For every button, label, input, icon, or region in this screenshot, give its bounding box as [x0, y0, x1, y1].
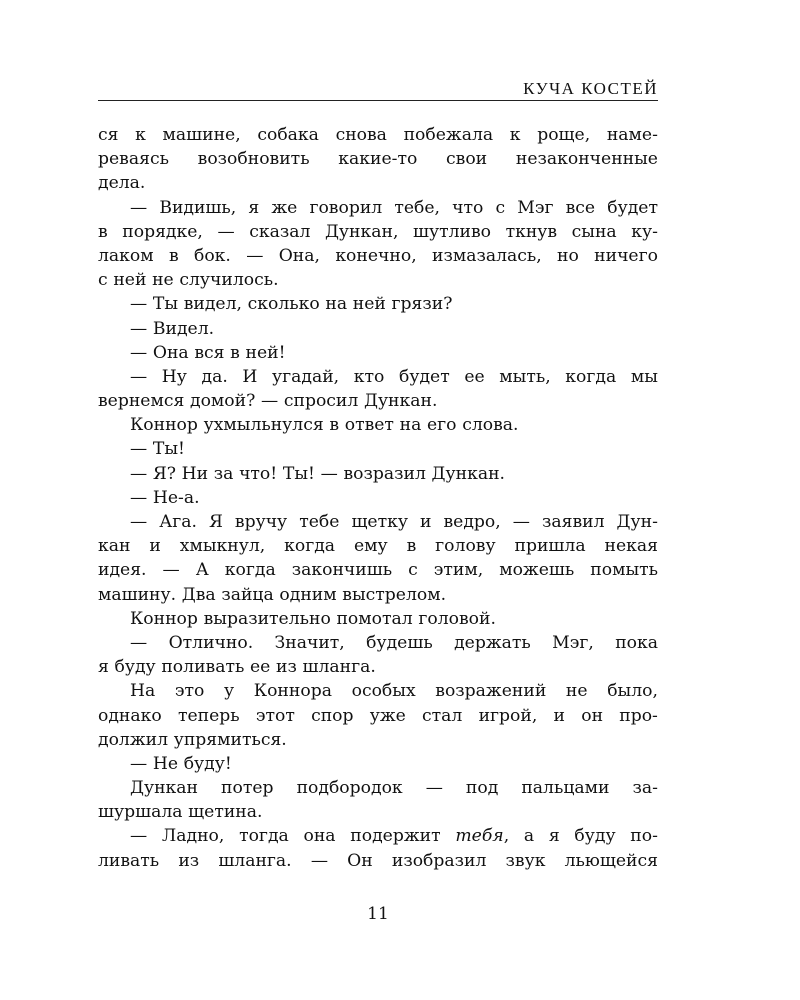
word: все [565, 197, 596, 218]
word: держать [454, 632, 531, 653]
word: в [329, 415, 340, 436]
word: пальцами [521, 778, 610, 799]
word: с [495, 197, 506, 218]
word: особых [351, 681, 416, 702]
word: измазалась, [432, 245, 542, 266]
word: он [581, 705, 604, 726]
word: хмыкнул, [179, 536, 266, 557]
word: однако [98, 705, 162, 726]
text-line [98, 534, 658, 558]
word: с [408, 560, 418, 581]
text-line [98, 292, 658, 316]
word: — [217, 221, 235, 242]
word: ткнув [505, 221, 558, 242]
word: Коннор [130, 608, 198, 629]
text-line [98, 824, 658, 848]
word: возобновить [197, 149, 310, 170]
text-line [98, 776, 658, 800]
word: потер [221, 778, 274, 799]
word: И [242, 366, 258, 387]
word: ведро, [443, 512, 501, 532]
text-line [98, 171, 658, 195]
word: Два [181, 584, 216, 605]
word: ее [249, 657, 271, 678]
word: щетина. [188, 802, 263, 823]
word: к [135, 125, 146, 145]
word: — [130, 366, 148, 387]
word: подержит [350, 826, 441, 847]
word: из [178, 850, 200, 871]
word: Ты! [152, 439, 185, 460]
word: его [426, 415, 457, 436]
text-line [98, 704, 658, 728]
word: А [195, 560, 209, 581]
word: буду [114, 657, 156, 678]
word: — [130, 439, 148, 460]
word: возразил [343, 463, 426, 484]
word: — [130, 342, 148, 363]
text-line [98, 147, 658, 171]
word: стал [422, 705, 463, 726]
word: я [248, 197, 260, 218]
word: незаконченные [515, 149, 658, 170]
text-line [98, 655, 658, 679]
word: — [425, 778, 443, 799]
word: а [523, 826, 535, 847]
word: шутливо [412, 221, 491, 242]
word: не [565, 681, 588, 702]
word: будет [607, 197, 658, 218]
word: Мэг, [552, 632, 594, 653]
word: про- [619, 705, 658, 726]
word: выразительно [203, 608, 331, 629]
word: — [130, 753, 148, 774]
text-line [98, 437, 658, 461]
word: этот [255, 705, 295, 726]
word: Он [347, 850, 373, 871]
word: идея. [98, 560, 147, 581]
word: когда [284, 536, 336, 557]
word: мыть, [499, 366, 551, 387]
word: буду [574, 826, 616, 847]
text-line [98, 268, 658, 292]
word: наме- [606, 125, 658, 145]
word: уже [369, 705, 406, 726]
text-line [98, 365, 658, 389]
word: Видишь, [159, 197, 237, 218]
word: — [130, 632, 148, 653]
text-line [98, 220, 658, 244]
word: сказал [249, 221, 311, 242]
text-line [98, 413, 658, 437]
word: ее [464, 366, 485, 387]
word: поливать [161, 657, 245, 678]
word: голову [435, 536, 496, 557]
word: спросил [283, 391, 359, 412]
text-line [98, 800, 658, 824]
word: Значит, [274, 632, 345, 653]
word: грязи? [391, 294, 453, 315]
text-line [98, 849, 658, 873]
text-line [98, 486, 658, 510]
text-line [98, 341, 658, 365]
word: Не [152, 753, 179, 774]
word: — [162, 560, 180, 581]
word: зайца [221, 584, 274, 605]
word: не [152, 270, 174, 291]
word: На [130, 681, 156, 702]
text-line [98, 244, 658, 268]
word: — [310, 850, 328, 871]
word: Я [208, 512, 223, 532]
word: тебе [299, 512, 340, 532]
word: Не-а. [152, 487, 200, 508]
text-line [98, 317, 658, 341]
word: у [224, 681, 235, 702]
word: — [130, 826, 148, 847]
word: под [465, 778, 499, 799]
word: ливать [98, 850, 160, 871]
text-line [98, 389, 658, 413]
word: Дункан [130, 778, 198, 799]
word: но [557, 245, 579, 266]
word: ничего [594, 245, 658, 266]
word: собака [257, 125, 319, 145]
word: ему [353, 536, 388, 557]
word: игрой, [478, 705, 538, 726]
word: ку- [631, 221, 658, 242]
word: домой? [190, 391, 256, 412]
word: сколько [247, 294, 320, 315]
word: тебе, [394, 197, 441, 218]
word: лаком [98, 245, 154, 266]
word: заявил [542, 512, 605, 532]
word: шланга. [218, 850, 292, 871]
word: Дункан, [324, 221, 399, 242]
word: по- [630, 826, 658, 847]
word: что! [239, 463, 278, 484]
word: буду! [183, 753, 232, 774]
word: — [130, 294, 148, 315]
word: говорил [309, 197, 383, 218]
page-body-text [98, 123, 658, 873]
word: из [276, 657, 297, 678]
text-line [98, 462, 658, 486]
word: она [303, 826, 336, 847]
word: Отлично. [168, 632, 254, 653]
word: ухмыльнулся [203, 415, 324, 436]
word: щетку [351, 512, 408, 532]
word: видел, [183, 294, 242, 315]
word: — [130, 512, 148, 532]
word: я [548, 826, 560, 847]
text-line [98, 679, 658, 703]
word: — [130, 487, 148, 508]
word: выстрелом. [342, 584, 447, 605]
text-line [98, 631, 658, 655]
word: случилось. [179, 270, 279, 291]
word: — [261, 391, 279, 412]
word: — [130, 318, 148, 339]
word: порядке, [122, 221, 203, 242]
word: — [512, 512, 530, 532]
text-line [98, 607, 658, 631]
word: — [130, 197, 148, 218]
text-line [98, 728, 658, 752]
word: реваясь [98, 149, 169, 170]
word: ответ [344, 415, 394, 436]
word: — [246, 245, 264, 266]
word: помотал [336, 608, 413, 629]
word: Ни [181, 463, 209, 484]
word: за- [632, 778, 658, 799]
word: конечно, [335, 245, 417, 266]
word: пришла [514, 536, 586, 557]
word: Ладно, [161, 826, 225, 847]
word: Она [152, 342, 189, 363]
word: пока [615, 632, 658, 653]
word: некая [604, 536, 658, 557]
word: будешь [366, 632, 433, 653]
word: в [98, 221, 108, 242]
word: ней [352, 294, 386, 315]
text-line [98, 583, 658, 607]
word: шуршала [98, 802, 183, 823]
word: теперь [177, 705, 240, 726]
word: будет [398, 366, 450, 387]
word: Я? [152, 463, 176, 484]
word: в [168, 245, 179, 266]
word: можешь [499, 560, 575, 581]
word: было, [607, 681, 658, 702]
text-line [98, 752, 658, 776]
page-number: 11 [367, 904, 389, 924]
word: сына [571, 221, 617, 242]
word: этим, [433, 560, 484, 581]
word: на [325, 294, 348, 315]
text-line [98, 196, 658, 220]
word: должил [98, 729, 169, 750]
word: машине, [162, 125, 241, 145]
word: к [509, 125, 521, 145]
word: Дункан. [363, 391, 438, 412]
word: и [420, 512, 432, 532]
word: изобразил [391, 850, 487, 871]
word: с [98, 270, 108, 291]
header-rule [98, 100, 658, 101]
word: тебя, [455, 826, 510, 847]
word: Ну [161, 366, 187, 387]
word: вручу [234, 512, 288, 532]
word: в [230, 342, 240, 363]
word: Дункан. [431, 463, 505, 484]
word: Ты! [282, 463, 315, 484]
word: же [271, 197, 298, 218]
word: Ага. [159, 512, 197, 532]
word: роще, [537, 125, 591, 145]
word: Ты [152, 294, 179, 315]
text-line [98, 123, 658, 147]
word: ся [98, 125, 119, 145]
word: угадай, [272, 366, 340, 387]
text-line [98, 510, 658, 534]
word: слова. [462, 415, 519, 436]
word: бок. [193, 245, 231, 266]
word: одним [279, 584, 337, 605]
word: тогда [239, 826, 289, 847]
word: звук [505, 850, 546, 871]
word: Коннора [253, 681, 332, 702]
word: возражений [435, 681, 547, 702]
word: когда [224, 560, 276, 581]
running-head: КУЧА КОСТЕЙ [523, 79, 658, 98]
word: когда [565, 366, 617, 387]
word: дела. [98, 173, 146, 194]
word: да. [201, 366, 228, 387]
word: льющейся [564, 850, 658, 871]
text-line [98, 558, 658, 582]
word: шланга. [302, 657, 376, 678]
word: — [320, 463, 338, 484]
word: помыть [590, 560, 658, 581]
word: что [452, 197, 484, 218]
word: подбородок [296, 778, 403, 799]
word: Мэг [517, 197, 554, 218]
word: какие-то [338, 149, 418, 170]
word: — [130, 463, 148, 484]
word: Коннор [130, 415, 198, 436]
word: спор [311, 705, 354, 726]
word: кто [353, 366, 385, 387]
word: свои [446, 149, 488, 170]
word: снова [335, 125, 387, 145]
word: вся [194, 342, 225, 363]
word: я [98, 657, 109, 678]
word: упрямиться. [173, 729, 287, 750]
word: Она, [278, 245, 320, 266]
word: головой. [418, 608, 496, 629]
word: в [406, 536, 417, 557]
word: кан [98, 536, 131, 557]
word: за [213, 463, 234, 484]
word: это [174, 681, 205, 702]
word: мы [630, 366, 658, 387]
word: Видел. [152, 318, 215, 339]
word: Дун- [616, 512, 658, 532]
word: ней [113, 270, 147, 291]
word: закончишь [291, 560, 393, 581]
word: побежала [403, 125, 494, 145]
word: и [553, 705, 565, 726]
word: машину. [98, 584, 177, 605]
word: вернемся [98, 391, 185, 412]
word: ней! [245, 342, 286, 363]
word: на [399, 415, 422, 436]
word: и [149, 536, 161, 557]
